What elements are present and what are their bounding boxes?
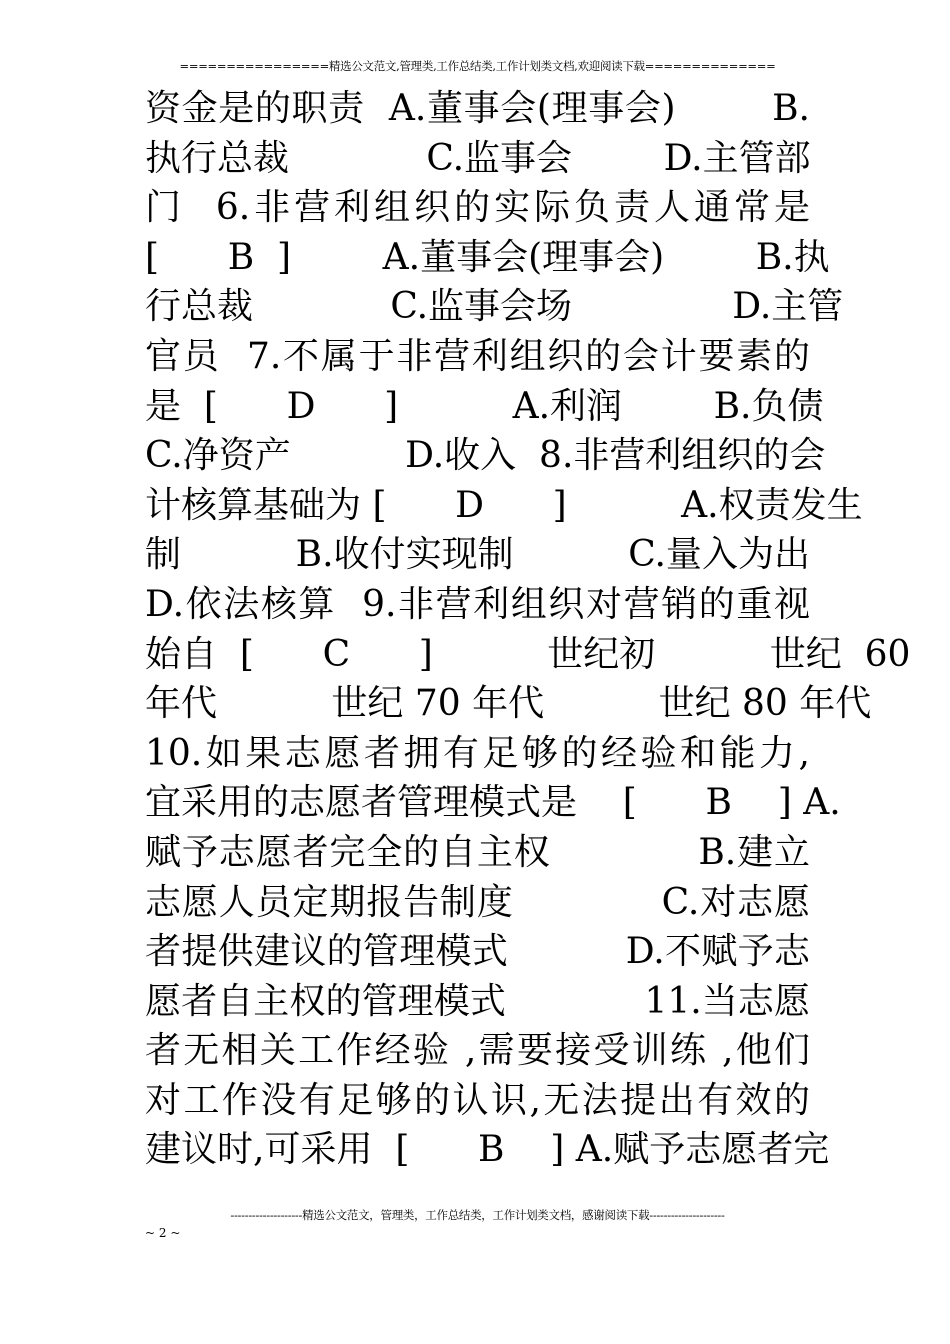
document-body: [145, 84, 911, 1175]
text-line: 志愿人员定期报告制度 C.对志愿: [145, 881, 810, 923]
text-line: 资金是的职责 A.董事会(理事会) B.: [145, 88, 810, 129]
text-line: C.净资产 D.收入 8.非营利组织的会: [145, 435, 826, 477]
text-line: 门 6.非营利组织的实际负责人通常是: [145, 187, 810, 229]
text-line: 行总裁 C.监事会场 D.主管: [145, 286, 844, 328]
text-line: 10.如果志愿者拥有足够的经验和能力,: [145, 732, 810, 774]
text-line: 者提供建议的管理模式 D.不赋予志: [145, 931, 810, 973]
text-line: 始自 [ C ] 世纪初 世纪 60: [145, 633, 911, 675]
page-number: ~ 2 ~: [145, 1226, 181, 1240]
text-line: D.依法核算 9.非营利组织对营销的重视: [145, 583, 810, 625]
text-line: [ B ] A.董事会(理事会) B.执: [145, 236, 830, 278]
text-line: 者无相关工作经验 ,需要接受训练 ,他们: [145, 1030, 810, 1072]
page-footer-banner: --------------------精选公文范文，管理类，工作总结类，工作计划类文档，感谢阅读下载---------------------: [230, 1208, 725, 1222]
text-line: 赋予志愿者完全的自主权 B.建立: [145, 831, 810, 873]
text-line: 官员 7.不属于非营利组织的会计要素的: [145, 335, 810, 377]
text-line: 年代 世纪 70 年代 世纪 80 年代: [145, 683, 872, 725]
text-line: 对工作没有足够的认识,无法提出有效的: [145, 1079, 810, 1121]
text-line: 计核算基础为 [ D ] A.权责发生: [145, 484, 863, 526]
text-line: 是 [ D ] A.利润 B.负债: [145, 385, 824, 427]
text-line: 执行总裁 C.监事会 D.主管部: [145, 137, 811, 179]
text-line: 宜采用的志愿者管理模式是 [ B ] A.: [145, 782, 841, 824]
text-line: 制 B.收付实现制 C.量入为出: [145, 534, 810, 576]
text-line: 愿者自主权的管理模式 11.当志愿: [145, 980, 810, 1022]
text-line: 建议时,可采用 [ B ] A.赋予志愿者完: [145, 1129, 830, 1171]
page-header-banner: ================精选公文范文,管理类,工作总结类,工作计划类文档,欢迎阅读下载==============: [179, 59, 776, 73]
